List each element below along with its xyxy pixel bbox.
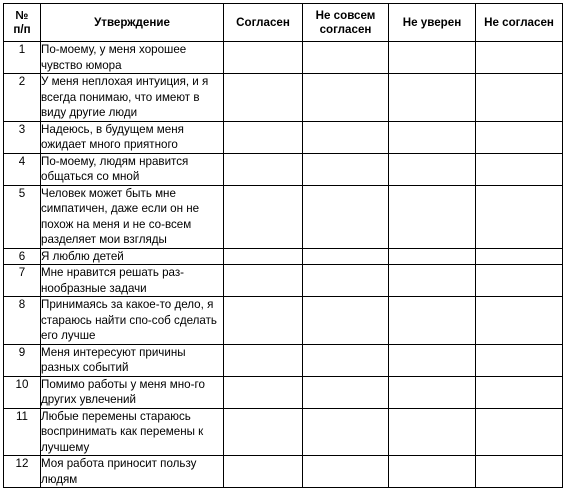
- row-statement: По-моему, у меня хорошее чувство юмора: [41, 42, 224, 74]
- header-agree: Согласен: [224, 4, 303, 42]
- row-number: 6: [4, 248, 41, 265]
- cell-agree[interactable]: [224, 42, 303, 74]
- row-statement: Меня интересуют причины разных событий: [41, 344, 224, 376]
- table-row: [4, 74, 563, 122]
- cell-agree[interactable]: [224, 121, 303, 153]
- cell-unsure[interactable]: [389, 74, 476, 122]
- cell-unsure[interactable]: [389, 297, 476, 345]
- cell-agree[interactable]: [224, 153, 303, 185]
- cell-disagree[interactable]: [476, 185, 563, 248]
- row-statement: У меня неплохая интуиция, и я всегда понимаю, что имеют в виду другие люди: [41, 74, 224, 122]
- table-header-row: [4, 4, 563, 42]
- cell-unsure[interactable]: [389, 153, 476, 185]
- cell-disagree[interactable]: [476, 248, 563, 265]
- cell-unsure[interactable]: [389, 248, 476, 265]
- cell-disagree[interactable]: [476, 265, 563, 297]
- row-number: 12: [4, 456, 41, 488]
- cell-unsure[interactable]: [389, 376, 476, 408]
- cell-partially-agree[interactable]: [303, 344, 389, 376]
- cell-partially-agree[interactable]: [303, 42, 389, 74]
- table-row: [4, 121, 563, 153]
- row-number: 1: [4, 42, 41, 74]
- row-statement: Мне нравится решать раз-нообразные задачи: [41, 265, 224, 297]
- cell-agree[interactable]: [224, 456, 303, 488]
- header-num: № п/п: [4, 4, 41, 42]
- cell-disagree[interactable]: [476, 297, 563, 345]
- row-statement: Любые перемены стараюсь воспринимать как перемены к лучшему: [41, 408, 224, 456]
- cell-partially-agree[interactable]: [303, 185, 389, 248]
- row-number: 4: [4, 153, 41, 185]
- cell-agree[interactable]: [224, 344, 303, 376]
- cell-disagree[interactable]: [476, 74, 563, 122]
- cell-disagree[interactable]: [476, 121, 563, 153]
- cell-unsure[interactable]: [389, 185, 476, 248]
- row-statement: Я люблю детей: [41, 248, 224, 265]
- table-row: [4, 376, 563, 408]
- cell-agree[interactable]: [224, 248, 303, 265]
- row-statement: Принимаясь за какое-то дело, я стараюсь найти спо-соб сделать его лучше: [41, 297, 224, 345]
- header-statement: Утверждение: [41, 4, 224, 42]
- table-row: [4, 248, 563, 265]
- row-number: 9: [4, 344, 41, 376]
- cell-agree[interactable]: [224, 376, 303, 408]
- header-disagree: Не согласен: [476, 4, 563, 42]
- cell-agree[interactable]: [224, 185, 303, 248]
- cell-disagree[interactable]: [476, 344, 563, 376]
- cell-unsure[interactable]: [389, 121, 476, 153]
- row-statement: По-моему, людям нравится общаться со мной: [41, 153, 224, 185]
- row-number: 2: [4, 74, 41, 122]
- table-row: [4, 153, 563, 185]
- header-partially-agree: Не совсем согласен: [303, 4, 389, 42]
- table-row: [4, 265, 563, 297]
- cell-agree[interactable]: [224, 265, 303, 297]
- cell-agree[interactable]: [224, 74, 303, 122]
- cell-partially-agree[interactable]: [303, 153, 389, 185]
- row-statement: Надеюсь, в будущем меня ожидает много приятного: [41, 121, 224, 153]
- cell-unsure[interactable]: [389, 265, 476, 297]
- cell-agree[interactable]: [224, 408, 303, 456]
- cell-unsure[interactable]: [389, 408, 476, 456]
- cell-partially-agree[interactable]: [303, 376, 389, 408]
- row-number: 7: [4, 265, 41, 297]
- cell-disagree[interactable]: [476, 408, 563, 456]
- row-statement: Помимо работы у меня мно-го других увлечений: [41, 376, 224, 408]
- row-number: 8: [4, 297, 41, 345]
- cell-disagree[interactable]: [476, 42, 563, 74]
- table-row: [4, 42, 563, 74]
- cell-disagree[interactable]: [476, 456, 563, 488]
- cell-partially-agree[interactable]: [303, 297, 389, 345]
- cell-disagree[interactable]: [476, 376, 563, 408]
- row-number: 5: [4, 185, 41, 248]
- row-statement: Моя работа приносит пользу людям: [41, 456, 224, 488]
- table-row: [4, 344, 563, 376]
- cell-partially-agree[interactable]: [303, 248, 389, 265]
- table-row: [4, 456, 563, 488]
- cell-partially-agree[interactable]: [303, 456, 389, 488]
- cell-partially-agree[interactable]: [303, 121, 389, 153]
- row-number: 11: [4, 408, 41, 456]
- row-number: 10: [4, 376, 41, 408]
- cell-unsure[interactable]: [389, 456, 476, 488]
- table-row: [4, 297, 563, 345]
- header-unsure: Не уверен: [389, 4, 476, 42]
- cell-partially-agree[interactable]: [303, 74, 389, 122]
- table-row: [4, 185, 563, 248]
- table-body: [4, 42, 563, 488]
- survey-table: [3, 3, 563, 488]
- cell-disagree[interactable]: [476, 153, 563, 185]
- row-statement: Человек может быть мне симпатичен, даже если он не похож на меня и не со-всем разделяет мои взгляды: [41, 185, 224, 248]
- cell-unsure[interactable]: [389, 42, 476, 74]
- cell-agree[interactable]: [224, 297, 303, 345]
- cell-partially-agree[interactable]: [303, 408, 389, 456]
- cell-unsure[interactable]: [389, 344, 476, 376]
- row-number: 3: [4, 121, 41, 153]
- table-row: [4, 408, 563, 456]
- cell-partially-agree[interactable]: [303, 265, 389, 297]
